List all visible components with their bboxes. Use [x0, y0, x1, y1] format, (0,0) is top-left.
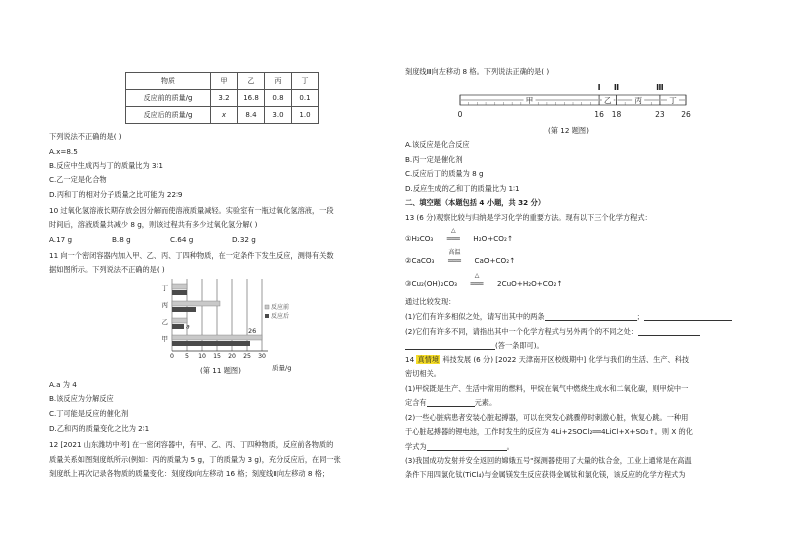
question-stem: 下列说法不正确的是( ) [49, 132, 122, 141]
q12-line3: 刻度纸上再次记录各物质的质量变化：刻度线Ⅰ向左移动 16 格；刻度线Ⅱ向左移动 8 格； [49, 469, 330, 478]
table-cell: 0.1 [292, 90, 319, 107]
x-tick-label: 15 [213, 353, 221, 360]
table-cell: 3.0 [265, 107, 292, 124]
eq2-left: ②CaCO₃ [405, 256, 435, 265]
q14-s1b [405, 398, 496, 407]
fig12-scale-diagram [452, 78, 702, 124]
table-cell: 0.8 [265, 90, 292, 107]
fig12-caption: (第 12 题图) [548, 126, 589, 135]
segment-label: 丙 [634, 96, 642, 105]
answer-blank[interactable] [427, 399, 475, 407]
q14-s3a: (3)我国成功发射并安全返回的嫦娥五号"探测器使用了大量的钛合金，工业上通常是在高温 [405, 456, 692, 465]
label-a: a [186, 323, 190, 331]
q10-line1: 10 过氧化氢溶液长期存放会因分解而使溶液质量减轻。实验室有一瓶过氧化氢溶液，一段 [49, 206, 334, 215]
option-d: D.丙和丁的相对分子质量之比可能为 22∶9 [49, 190, 183, 199]
option-a: A.x=8.5 [49, 147, 78, 156]
q13-part1-sep: ； [636, 312, 644, 321]
x-tick-label: 30 [258, 353, 266, 360]
q10-option-c: C.64 g [170, 235, 194, 244]
table-cell: 8.4 [238, 107, 265, 124]
table-cell: 反应前的质量/g [126, 90, 211, 107]
table-cell: 1.0 [292, 107, 319, 124]
legend-swatch-before [265, 305, 269, 309]
q14-s2c-text: 学式为 [405, 442, 427, 451]
x-tick-label: 25 [243, 353, 251, 360]
eq1-cond: △ [450, 227, 456, 234]
q12-line1: 12 [2021 山东潍坊中考] 在一密闭容器中，有甲、乙、丙、丁四种物质，反应前各物质的 [49, 440, 334, 449]
option-c: C.乙一定是化合物 [49, 175, 107, 184]
eq2-right: CaO+CO₂↑ [474, 256, 516, 265]
table-row [126, 90, 319, 107]
q14-s3b: 条件下用四氯化钛(TiCl₄)与金属镁发生反应获得金属钛和氯化镁，该反应的化学方程式为 [405, 470, 686, 479]
legend-after: 反应后 [271, 313, 290, 320]
x-axis-label: 质量/g [272, 364, 292, 372]
bar-after [172, 307, 196, 312]
q12-cont: 刻度线Ⅲ向左移动 8 格。下列说法正确的是( ) [405, 67, 550, 76]
table-header-cell: 丁 [292, 73, 319, 90]
table-row [126, 107, 319, 124]
x-tick-label: 10 [198, 353, 206, 360]
q10-line2: 时间后，溶液质量共减少 8 g，则该过程共有多少过氧化氢分解( ) [49, 220, 258, 229]
option-b: B.反应中生成丙与丁的质量比为 3∶1 [49, 161, 163, 170]
x-tick-label: 20 [228, 353, 236, 360]
q12-option-d: D.反应生成的乙和丁的质量比为 1∶1 [405, 184, 520, 193]
q14-s2b: 于心脏起搏器的锂电池，工作时发生的反应为 4Li+2SOCl₂══4LiCl+X+SO₂↑。则 X 的化 [405, 427, 693, 436]
eq2: ②CaCO₃ 高温 ═══ CaO+CO₂↑ [405, 249, 516, 265]
legend-before: 反应前 [271, 304, 290, 311]
answer-blank[interactable] [427, 443, 507, 451]
bar-after [172, 341, 250, 346]
answer-blank[interactable] [644, 313, 732, 321]
scale-value-label: 18 [611, 110, 622, 119]
q13-part2-text: (2)它们有许多不同，请指出其中一个化学方程式与另外两个的不同之处： [405, 327, 638, 336]
bar-before [172, 301, 220, 306]
marker-label: Ⅰ [597, 83, 601, 92]
q14-s2a: (2)一些心脏病患者安装心脏起搏器，可以在突发心跳骤停时刺激心脏，恢复心跳。一种用 [405, 413, 689, 422]
category-label: 乙 [161, 318, 168, 326]
bar-before [172, 318, 187, 323]
eq1: ①H₂CO₃ △ ═══ H₂O+CO₂↑ [405, 227, 513, 243]
q11-option-c: C.丁可能是反应的催化剂 [49, 409, 129, 418]
table-cell: 3.2 [211, 90, 238, 107]
marker-label: Ⅲ [656, 83, 664, 92]
scale-value-label: 16 [594, 110, 604, 119]
scale-value-label: 0 [457, 110, 463, 119]
table-header-cell: 丙 [265, 73, 292, 90]
q13-part2 [405, 327, 700, 336]
mass-table [125, 72, 319, 124]
legend-swatch-after [265, 314, 269, 318]
q11-option-a: A.a 为 4 [49, 380, 77, 389]
q13-intro: 13 (6 分)观察比较与归纳是学习化学的重要方法。现有以下三个化学方程式： [405, 213, 652, 222]
fig11-caption: (第 11 题图) [200, 366, 241, 375]
table-cell: x [211, 107, 238, 124]
q13-part2-end: (答一条即可)。 [495, 341, 544, 350]
eq3-cond: △ [474, 272, 480, 279]
eq3: ③Cu₂(OH)₂CO₃ △ ═══ 2CuO+H₂O+CO₂↑ [405, 272, 563, 288]
bar-before [172, 335, 262, 340]
q11-option-b: B.该反应为分解反应 [49, 394, 114, 403]
eq2-cond: 高温 [448, 249, 461, 256]
answer-blank[interactable] [405, 342, 495, 350]
q10-option-b: B.8 g [112, 235, 131, 244]
scenario-badge: 真情境 [417, 355, 440, 364]
answer-blank[interactable] [638, 328, 700, 336]
bar-before [172, 284, 187, 289]
q12-option-b: B.丙一定是催化剂 [405, 155, 463, 164]
marker-label: Ⅱ [613, 83, 620, 92]
q11-line2: 据如图所示。下列说法不正确的是( ) [49, 265, 165, 274]
q14-s2d: 。 [506, 442, 514, 451]
segment-label: 乙 [604, 96, 612, 105]
q13-part1-text: (1)它们有许多相似之处，请写出其中的两条 [405, 312, 545, 321]
answer-blank[interactable] [545, 313, 637, 321]
q12-line2: 质量关系如图刻度纸所示(例如：丙的质量为 5 g，丁的质量为 3 g)，充分反应后，在同一张 [49, 455, 341, 464]
table-header-cell: 乙 [238, 73, 265, 90]
table-header-cell: 甲 [211, 73, 238, 90]
q10-option-a: A.17 g [49, 235, 73, 244]
x-tick-label: 0 [170, 353, 174, 360]
section-title: 二、填空题（本题包括 4 小题，共 32 分） [405, 198, 546, 207]
q14-s1b-text: 定含有 [405, 398, 427, 407]
category-label: 丁 [161, 284, 168, 292]
q13-part2-line2 [405, 341, 544, 350]
category-label: 甲 [161, 335, 168, 343]
eq1-right: H₂O+CO₂↑ [473, 234, 513, 243]
segment-label: 甲 [525, 96, 534, 105]
q14-line1 [405, 355, 689, 364]
q11-option-d: D.乙和丙的质量变化之比为 2∶1 [49, 424, 150, 433]
fig11-bar-chart [150, 276, 320, 372]
bar-after [172, 290, 187, 295]
label-26: 26 [248, 327, 257, 335]
q10-option-d: D.32 g [232, 235, 256, 244]
category-label: 丙 [161, 301, 168, 309]
table-header-cell: 物质 [126, 73, 211, 90]
eq1-left: ①H₂CO₃ [405, 234, 434, 243]
scale-value-label: 26 [681, 110, 691, 119]
q14-line1-text: 科技发展 (6 分) [2022 天津南开区校级期中] 化学与我们的生活、生产、科技 [440, 355, 690, 364]
table-cell: 反应后的质量/g [126, 107, 211, 124]
segment-label: 丁 [669, 96, 677, 105]
q14-s1a: (1)甲烷既是生产、生活中常用的燃料，甲烷在氧气中燃烧生成水和二氧化碳，则甲烷中一 [405, 384, 689, 393]
q12-option-a: A.该反应是化合反应 [405, 140, 470, 149]
q14-line2: 密切相关。 [405, 369, 441, 378]
table-cell: 16.8 [238, 90, 265, 107]
bar-after [172, 324, 184, 329]
q11-line1: 11 向一个密闭容器内加入甲、乙、丙、丁四种物质，在一定条件下发生反应，测得有关数 [49, 251, 334, 260]
q12-option-c: C.反应后丁的质量为 8 g [405, 169, 484, 178]
eq3-left: ③Cu₂(OH)₂CO₃ [405, 279, 458, 288]
q14-s1c: 元素。 [474, 398, 497, 407]
q14-num: 14 [405, 355, 415, 364]
eq3-right: 2CuO+H₂O+CO₂↑ [497, 279, 563, 288]
scale-value-label: 23 [655, 110, 665, 119]
q13-compare: 通过比较发现： [405, 297, 456, 306]
q13-part1 [405, 312, 732, 321]
q14-s2c [405, 442, 514, 451]
x-tick-label: 5 [185, 353, 189, 360]
